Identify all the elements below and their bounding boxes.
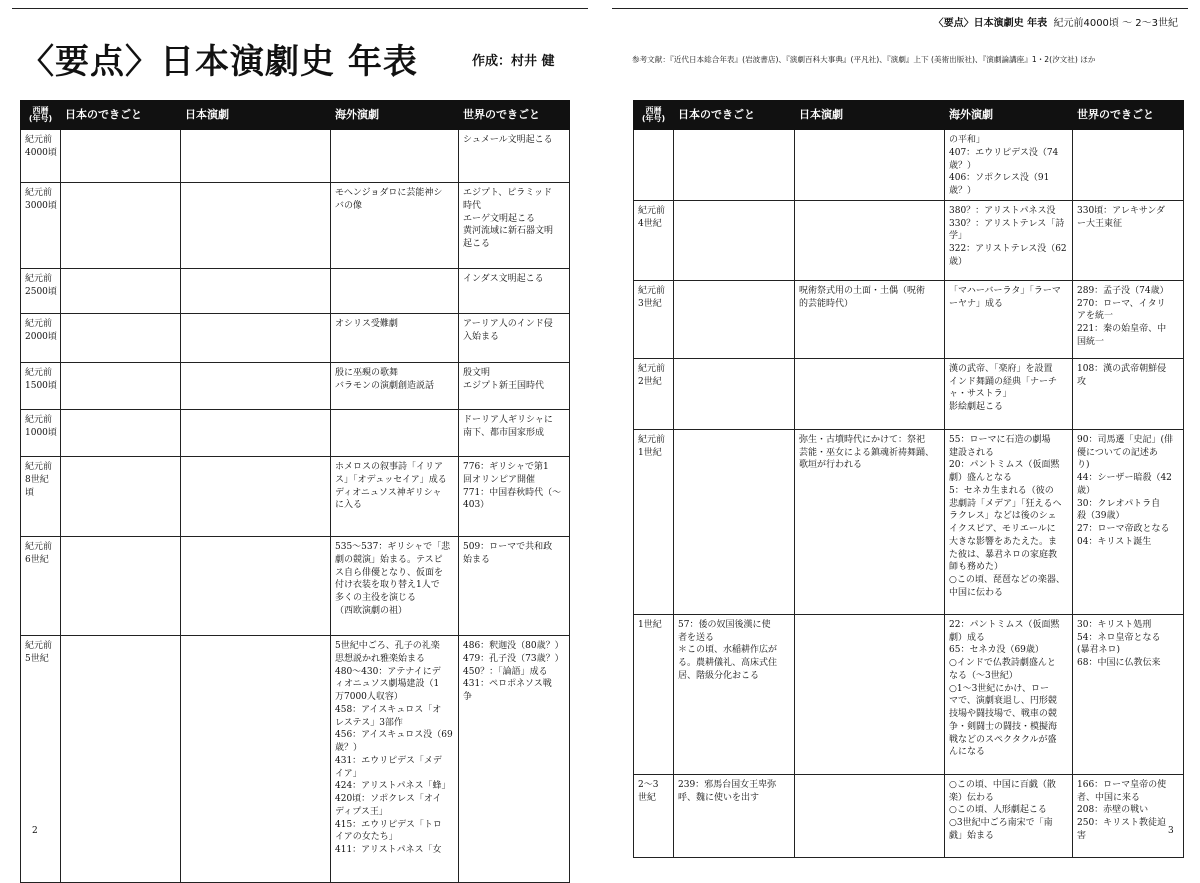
table-row — [21, 314, 570, 363]
japan-theater-cell — [795, 358, 945, 429]
table-row — [634, 130, 1184, 201]
foreign-theater-cell: オシリス受難劇 — [331, 314, 459, 363]
japan-theater-cell — [181, 537, 331, 636]
running-head-title: 〈要点〉日本演劇史 年表 — [933, 18, 1048, 29]
table-row — [21, 363, 570, 410]
world-events-cell: ドーリア人ギリシャに 南下、都市国家形成 — [459, 410, 570, 457]
table-row — [634, 429, 1184, 614]
table-row — [21, 457, 570, 537]
world-events-cell — [1073, 130, 1184, 201]
foreign-theater-cell: ホメロスの叙事詩「イリア ス」「オデュッセイア」成る ディオニュソス神ギリシャ に入る — [331, 457, 459, 537]
era-cell: 紀元前 1500頃 — [21, 363, 61, 410]
world-events-cell: シュメール文明起こる — [459, 130, 570, 183]
japan-events-cell — [61, 269, 181, 314]
page-title: 〈要点〉日本演劇史 年表 — [20, 42, 418, 82]
world-events-cell: 30：キリスト処刑 54：ネロ皇帝となる (暴君ネロ) 68：中国に仏教伝来 — [1073, 614, 1184, 774]
era-cell: 紀元前 4世紀 — [634, 200, 674, 280]
world-events-cell: 289：孟子没（74歳） 270：ローマ、イタリ アを統一 221：秦の始皇帝、中 国統一 — [1073, 280, 1184, 358]
header-foreign-theater: 海外演劇 — [945, 101, 1073, 130]
header-rule — [12, 8, 588, 9]
japan-events-cell — [674, 200, 795, 280]
world-events-cell: アーリア人のインド侵 入始まる — [459, 314, 570, 363]
japan-theater-cell — [181, 130, 331, 183]
era-cell: 1世紀 — [634, 614, 674, 774]
table-row — [634, 774, 1184, 857]
table-body-left — [21, 130, 570, 883]
japan-theater-cell — [795, 200, 945, 280]
japan-theater-cell — [181, 269, 331, 314]
era-cell: 紀元前 2500頃 — [21, 269, 61, 314]
foreign-theater-cell — [331, 410, 459, 457]
japan-theater-cell — [181, 183, 331, 269]
table-row — [634, 358, 1184, 429]
japan-theater-cell — [795, 130, 945, 201]
right-page — [600, 0, 1200, 847]
world-events-cell: エジプト、ピラミッド 時代 エーゲ文明起こる 黄河流域に新石器文明 起こる — [459, 183, 570, 269]
foreign-theater-cell: 「マハーバーラタ」「ラーマ ーヤナ」成る — [945, 280, 1073, 358]
table-row — [21, 130, 570, 183]
foreign-theater-cell: 22：パントミムス（仮面黙 劇）成る 65：セネカ没（69歳） ○インドで仏教詩劇盛んと なる（～3世紀） ○1～3世紀にかけ、ロー マで、演劇衰退し、円形競 技場や闘技場で、戦車の競 争・剣闘士の闘技・模擬海 戦などのスペクタクルが盛 んになる — [945, 614, 1073, 774]
japan-events-cell — [61, 183, 181, 269]
header-rule — [612, 8, 1188, 9]
header-era: 西暦 (年号) — [634, 101, 674, 130]
world-events-cell: 486：釈迦没（80歳？） 479：孔子没（73歳？） 450？：「論語」成る 431：ペロポネソス戦 争 — [459, 636, 570, 883]
header-era: 西暦 (年号) — [21, 101, 61, 130]
japan-theater-cell — [181, 457, 331, 537]
header-japan-events: 日本のできごと — [61, 101, 181, 130]
running-head-range: 紀元前4000頃 ～ 2～3世紀 — [1053, 18, 1178, 29]
era-cell: 紀元前 1世紀 — [634, 429, 674, 614]
era-cell: 紀元前 8世紀頃 — [21, 457, 61, 537]
japan-theater-cell: 弥生・古墳時代にかけて：祭祀 芸能・巫女による鎮魂祈祷舞踊、 歌垣が行われる — [795, 429, 945, 614]
page-number-right: 3 — [1168, 826, 1174, 836]
left-page — [0, 0, 600, 856]
japan-events-cell — [61, 457, 181, 537]
japan-events-cell — [674, 358, 795, 429]
foreign-theater-cell: ○この頃、中国に百戯（散 楽）伝わる ○この頃、人形劇起こる ○3世紀中ごろ南宋で「南 戯」始まる — [945, 774, 1073, 857]
foreign-theater-cell: 535～537：ギリシャで「悲 劇の競演」始まる。テスピ ス自ら俳優となり、仮面を 付け衣装を取り替え1人で 多くの主役を演じる （西欧演劇の祖） — [331, 537, 459, 636]
japan-theater-cell — [181, 363, 331, 410]
era-cell: 紀元前 2世紀 — [634, 358, 674, 429]
era-cell — [634, 130, 674, 201]
japan-events-cell — [674, 130, 795, 201]
world-events-cell: インダス文明起こる — [459, 269, 570, 314]
table-row — [634, 614, 1184, 774]
era-cell: 紀元前 3世紀 — [634, 280, 674, 358]
foreign-theater-cell — [331, 130, 459, 183]
table-row — [21, 183, 570, 269]
era-cell: 紀元前 5世紀 — [21, 636, 61, 883]
foreign-theater-cell: の平和」 407：エウリピデス没（74歳？） 406：ソポクレス没（91歳？） — [945, 130, 1073, 201]
header-japan-events: 日本のできごと — [674, 101, 795, 130]
table-row — [21, 410, 570, 457]
japan-events-cell — [674, 429, 795, 614]
japan-events-cell — [61, 410, 181, 457]
era-cell: 紀元前 3000頃 — [21, 183, 61, 269]
author-credit: 作成：村井 健 — [472, 54, 555, 69]
era-cell: 紀元前 4000頃 — [21, 130, 61, 183]
japan-events-cell — [61, 636, 181, 883]
japan-theater-cell: 呪術祭式用の土面・土偶（呪術 的芸能時代） — [795, 280, 945, 358]
world-events-cell: 330頃：アレキサンダ ー大王東征 — [1073, 200, 1184, 280]
japan-events-cell — [61, 363, 181, 410]
foreign-theater-cell: 殷に巫覡の歌舞 バラモンの演劇創造説話 — [331, 363, 459, 410]
table-row — [21, 537, 570, 636]
era-cell: 紀元前 1000頃 — [21, 410, 61, 457]
japan-theater-cell — [795, 774, 945, 857]
foreign-theater-cell: 380？：アリストパネス没 330？：アリストテレス「詩 学」 322：アリストテレス没（62歳） — [945, 200, 1073, 280]
foreign-theater-cell — [331, 269, 459, 314]
japan-theater-cell — [181, 410, 331, 457]
chronology-table-left — [20, 100, 570, 883]
header-japan-theater: 日本演劇 — [181, 101, 331, 130]
foreign-theater-cell: 5世紀中ごろ、孔子の礼楽 思想説かれ雅楽始まる 480～430：アテナイにデ ィオニュソス劇場建設（1 万7000人収容） 458：アイスキュロス「オ レステス」3部作 456：アイスキュロス没（69 歳？） 431：エウリピデス「メデ イア」 424：アリストパネス「蜂」 420頃：ソポクレス「オイ ディプス王」 415：エウリピデス「トロ イアの女たち」 411：アリストパネス「女 — [331, 636, 459, 883]
japan-theater-cell — [795, 614, 945, 774]
foreign-theater-cell: モヘンジョダロに芸能神シ バの像 — [331, 183, 459, 269]
header-world-events: 世界のできごと — [459, 101, 570, 130]
foreign-theater-cell: 漢の武帝、「楽府」を設置 インド舞踊の経典「ナーチ ャ・サストラ」 影絵劇起こる — [945, 358, 1073, 429]
world-events-cell: 776：ギリシャで第1 回オリンピア開催 771：中国春秋時代（～ 403） — [459, 457, 570, 537]
world-events-cell: 108：漢の武帝朝鮮侵 攻 — [1073, 358, 1184, 429]
japan-events-cell — [674, 280, 795, 358]
table-row — [634, 200, 1184, 280]
table-header-row — [21, 101, 570, 130]
era-cell: 2～3 世紀 — [634, 774, 674, 857]
japan-events-cell: 239：邪馬台国女王卑弥 呼、魏に使いを出す — [674, 774, 795, 857]
chronology-table-right — [633, 100, 1184, 858]
page-number-left: 2 — [32, 826, 38, 836]
japan-events-cell — [61, 537, 181, 636]
era-cell: 紀元前 2000頃 — [21, 314, 61, 363]
running-head — [934, 14, 1178, 29]
header-japan-theater: 日本演劇 — [795, 101, 945, 130]
world-events-cell: 殷文明 エジプト新王国時代 — [459, 363, 570, 410]
table-header-row — [634, 101, 1184, 130]
header-foreign-theater: 海外演劇 — [331, 101, 459, 130]
world-events-cell: 90：司馬遷「史記」(俳 優についての記述あ り) 44：シーザー暗殺（42 歳） 30：クレオパトラ自 殺（39歳） 27：ローマ帝政となる 04：キリスト誕生 — [1073, 429, 1184, 614]
japan-theater-cell — [181, 636, 331, 883]
table-row — [634, 280, 1184, 358]
world-events-cell: 509：ローマで共和政 始まる — [459, 537, 570, 636]
references-note: 参考文献：『近代日本総合年表』(岩波書店)、『演劇百科大事典』(平凡社)、『演劇』上下 (美術出版社)、『演劇論講座』1・2(汐文社) ほか — [632, 55, 1096, 64]
table-row — [21, 269, 570, 314]
header-world-events: 世界のできごと — [1073, 101, 1184, 130]
japan-events-cell — [61, 130, 181, 183]
world-events-cell: 166：ローマ皇帝の使 者、中国に来る 208：赤壁の戦い 250：キリスト教徒迫 害 — [1073, 774, 1184, 857]
table-body-right — [634, 130, 1184, 858]
era-cell: 紀元前 6世紀 — [21, 537, 61, 636]
japan-events-cell — [61, 314, 181, 363]
table-row — [21, 636, 570, 883]
foreign-theater-cell: 55：ローマに石造の劇場 建設される 20：パントミムス（仮面黙 劇）盛んとなる 5：セネカ生まれる（彼の 悲劇詩「メデア」「狂えるヘ ラクレス」などは後のシェ イクスピア、モリエールに 大きな影響をあたえた。ま た彼は、暴君ネロの家庭教 師も務めた） ○この頃、琵琶などの楽器、 中国に伝わる — [945, 429, 1073, 614]
japan-events-cell: 57：倭の奴国後漢に使 者を送る ＊この頃、水稲耕作広が る。農耕儀礼、高床式住 居、階級分化おこる — [674, 614, 795, 774]
japan-theater-cell — [181, 314, 331, 363]
